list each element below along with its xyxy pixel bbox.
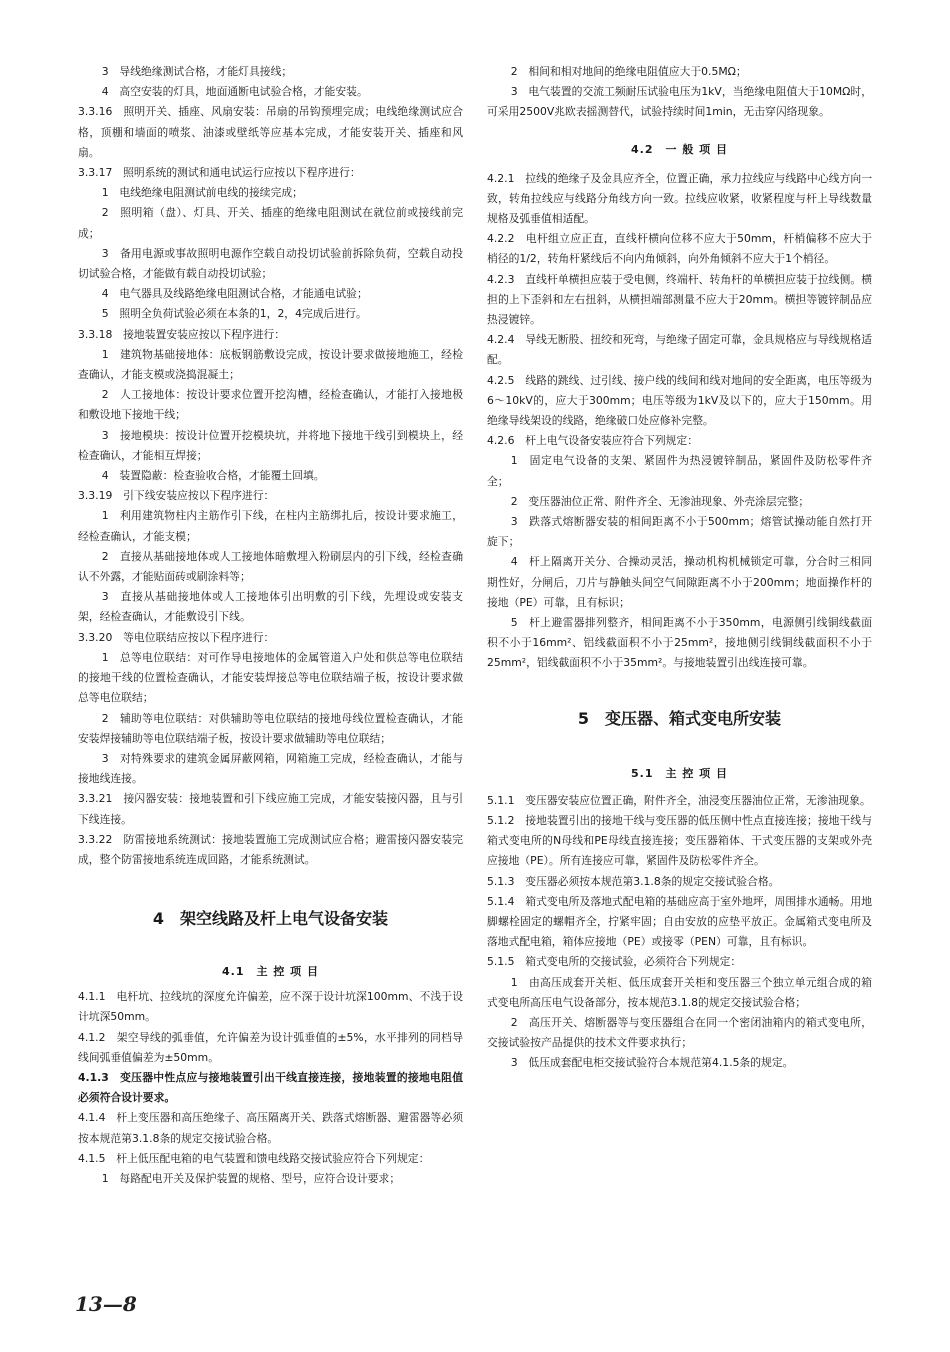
left-column (78, 62, 463, 1189)
clause-paragraph: 5.1.5 箱式变电所的交接试验，必须符合下列规定： (487, 955, 742, 969)
item-paragraph: 3 导线绝缘测试合格，才能灯具接线； (101, 65, 293, 78)
clause-paragraph: 4.2.4 导线无断股、扭绞和死弯，与绝缘子固定可靠，金具规格应与导线规格适配。 (487, 333, 872, 367)
item-paragraph: 3 备用电源或事故照明电源作空载自动投切试验前拆除负荷，空载自动投切试验合格，才能做有载自动投切试验； (78, 246, 463, 281)
clause-paragraph: 4.2.2 电杆组立应正直，直线杆横向位移不应大于50mm，杆梢偏移不应大于梢径的1/2，转角杆紧线后不向内角倾斜，向外角倾斜不应大于1个梢径。 (487, 232, 872, 266)
section-heading: 5.1 主 控 项 目 (631, 766, 728, 780)
clause-paragraph: 3.3.22 防雷接地系统测试：接地装置施工完成测试应合格；避雷接闪器安装完成，整个防雷接地系统连成回路，才能系统测试。 (78, 832, 463, 866)
clause-paragraph: 5.1.2 接地装置引出的接地干线与变压器的低压侧中性点直接连接；接地干线与箱式变电所的N母线和PE母线直接连接；变压器箱体、干式变压器的支架或外壳应接地（PE）。所有连接应可靠，紧固件及防松零件齐全。 (487, 813, 872, 868)
item-paragraph: 3 直接从基础接地体或人工接地体引出明敷的引下线，先埋设或安装支架，经检查确认，才能敷设引下线。 (78, 590, 463, 624)
item-paragraph: 5 照明全负荷试验必须在本条的1，2，4完成后进行。 (101, 307, 367, 321)
item-paragraph: 1 电线绝缘电阻测试前电线的接续完成； (101, 186, 303, 200)
item-paragraph: 1 每路配电开关及保护装置的规格、型号，应符合设计要求； (101, 1171, 401, 1185)
item-paragraph: 3 跌落式熔断器安装的相间距离不小于500mm；熔管试操动能自然打开旋下； (487, 515, 872, 549)
item-paragraph: 2 变压器油位正常、附件齐全、无渗油现象、外壳涂层完整； (510, 494, 810, 508)
clause-paragraph: 4.1.4 杆上变压器和高压绝缘子、高压隔离开关、跌落式熔断器、避雷器等必须按本规范第3.1.8条的规定交接试验合格。 (78, 1111, 463, 1145)
item-paragraph: 2 高压开关、熔断器等与变压器组合在同一个密闭油箱内的箱式变电所，交接试验按产品提供的技术文件要求执行； (487, 1015, 872, 1050)
right-column (487, 62, 872, 1074)
item-paragraph: 3 接地模块：按设计位置开挖模块坑，并将地下接地干线引到模块上，经检查确认，才能相互焊接； (78, 428, 463, 462)
chapter-heading: 5 变压器、箱式变电所安装 (577, 708, 782, 728)
item-paragraph: 2 直接从基础接地体或人工接地体暗敷埋入粉刷层内的引下线，经检查确认不外露，才能贴面砖或刷涂料等； (78, 549, 463, 584)
clause-paragraph: 4.1.1 电杆坑、拉线坑的深度允许偏差，应不深于设计坑深100mm、不浅于设计坑深50mm。 (78, 990, 463, 1024)
item-paragraph: 3 对特殊要求的建筑金属屏蔽网箱，网箱施工完成，经检查确认，才能与接地线连接。 (78, 751, 463, 786)
clause-paragraph: 3.3.19 引下线安装应按以下程序进行： (78, 489, 275, 503)
clause-paragraph: 5.1.4 箱式变电所及落地式配电箱的基础应高于室外地坪，周围排水通畅。用地脚螺栓固定的螺帽齐全，拧紧牢固；自由安放的应垫平放正。金属箱式变电所及落地式配电箱，箱体应接地（PE）或接零（PEN）可靠，且有标识。 (487, 894, 872, 949)
item-paragraph: 4 装置隐蔽：检查验收合格，才能覆土回填。 (101, 469, 325, 483)
item-paragraph: 2 辅助等电位联结：对供辅助等电位联结的接地母线位置检查确认，才能安装焊接辅助等电位联结端子板，按设计要求做辅助等电位联结； (78, 711, 463, 745)
item-paragraph: 1 由高压成套开关柜、低压成套开关柜和变压器三个独立单元组合成的箱式变电所高压电气设备部分，按本规范3.1.8的规定交接试验合格； (487, 975, 872, 1009)
clause-paragraph: 3.3.17 照明系统的测试和通电试运行应按以下程序进行： (78, 166, 361, 180)
page-number: 13—8 (75, 1292, 137, 1316)
clause-paragraph: 3.3.18 接地装置安装应按以下程序进行： (78, 327, 286, 341)
mandatory-clause: 4.1.3 变压器中性点应与接地装置引出干线直接连接，接地装置的接地电阻值必须符合设计要求。 (78, 1070, 463, 1105)
item-paragraph: 2 照明箱（盘）、灯具、开关、插座的绝缘电阻测试在就位前或接线前完成； (78, 206, 463, 240)
chapter-heading: 4 架空线路及杆上电气设备安装 (152, 909, 389, 929)
clause-paragraph: 5.1.1 变压器安装应位置正确，附件齐全，油浸变压器油位正常，无渗油现象。 (487, 793, 871, 807)
clause-paragraph: 3.3.20 等电位联结应按以下程序进行： (78, 630, 275, 644)
clause-paragraph: 5.1.3 变压器必须按本规范第3.1.8条的规定交接试验合格。 (487, 874, 780, 888)
item-paragraph: 1 固定电气设备的支架、紧固件为热浸镀锌制品，紧固件及防松零件齐全； (487, 454, 872, 488)
item-paragraph: 4 杆上隔离开关分、合操动灵活，操动机构机械锁定可靠，分合时三相同期性好，分闸后，刀片与静触头间空气间隙距离不小于200mm；地面操作杆的接地（PE）可靠，且有标识； (487, 555, 872, 609)
clause-paragraph: 4.1.5 杆上低压配电箱的电气装置和馈电线路交接试验应符合下列规定： (78, 1151, 430, 1165)
clause-paragraph: 3.3.21 接闪器安装：接地装置和引下线应施工完成，才能安装接闪器，且与引下线连接。 (78, 792, 463, 826)
item-paragraph: 3 电气装置的交流工频耐压试验电压为1kV，当绝缘电阻值大于10MΩ时，可采用2500V兆欧表摇测替代，试验持续时间1min，无击穿闪络现象。 (487, 85, 872, 119)
clause-paragraph: 4.2.6 杆上电气设备安装应符合下列规定： (487, 434, 699, 448)
clause-paragraph: 4.2.5 线路的跳线、过引线、接户线的线间和线对地间的安全距离，电压等级为6～10kV的，应大于300mm；电压等级为1kV及以下的，应大于150mm。用绝缘导线架设的线路，绝缘破口处应修补完整。 (487, 373, 872, 428)
section-heading: 4.1 主 控 项 目 (222, 965, 319, 979)
item-paragraph: 4 电气器具及线路绝缘电阻测试合格，才能通电试验； (101, 287, 368, 301)
clause-paragraph: 4.2.1 拉线的绝缘子及金具应齐全，位置正确，承力拉线应与线路中心线方向一致，转角拉线应与线路分角线方向一致。拉线应收紧，收紧程度与杆上导线数量规格及弧垂值相适配。 (487, 171, 872, 226)
section-heading: 4.2 一 般 项 目 (631, 142, 728, 156)
clause-paragraph: 4.2.3 直线杆单横担应装于受电侧，终端杆、转角杆的单横担应装于拉线侧。横担的上下歪斜和左右扭斜，从横担端部测量不应大于20mm。横担等镀锌制品应热浸镀锌。 (487, 272, 872, 327)
item-paragraph: 3 低压成套配电柜交接试验符合本规范第4.1.5条的规定。 (510, 1056, 794, 1070)
item-paragraph: 2 人工接地体：按设计要求位置开挖沟槽，经检查确认，才能打入接地极和敷设地下接地干线； (78, 388, 463, 422)
item-paragraph: 4 高空安装的灯具，地面通断电试验合格，才能安装。 (101, 85, 368, 99)
item-paragraph: 5 杆上避雷器排列整齐，相间距离不小于350mm，电源侧引线铜线截面积不小于16mm²、铝线截面积不小于25mm²，接地侧引线铜线截面积不小于25mm²，铝线截面积不小于35mm²。与接地装置引出线连接可靠。 (487, 616, 872, 670)
item-paragraph: 2 相间和相对地间的绝缘电阻值应大于0.5MΩ； (510, 65, 747, 78)
clause-paragraph: 4.1.2 架空导线的弧垂值，允许偏差为设计弧垂值的±5%，水平排列的同档导线间弧垂值偏差为±50mm。 (78, 1030, 463, 1064)
item-paragraph: 1 建筑物基础接地体：底板钢筋敷设完成，按设计要求做接地施工，经检查确认，才能支模或浇捣混凝土； (78, 347, 463, 382)
item-paragraph: 1 利用建筑物柱内主筋作引下线，在柱内主筋绑扎后，按设计要求施工，经检查确认，才能支模； (78, 509, 463, 543)
item-paragraph: 1 总等电位联结：对可作导电接地体的金属管道入户处和供总等电位联结的接地干线的位置检查确认，才能安装焊接总等电位联结端子板，按设计要求做总等电位联结； (78, 650, 463, 705)
clause-paragraph: 3.3.16 照明开关、插座、风扇安装：吊扇的吊钩预埋完成；电线绝缘测试应合格，顶棚和墙面的喷浆、油漆或壁纸等应基本完成，才能安装开关、插座和风扇。 (78, 105, 463, 159)
